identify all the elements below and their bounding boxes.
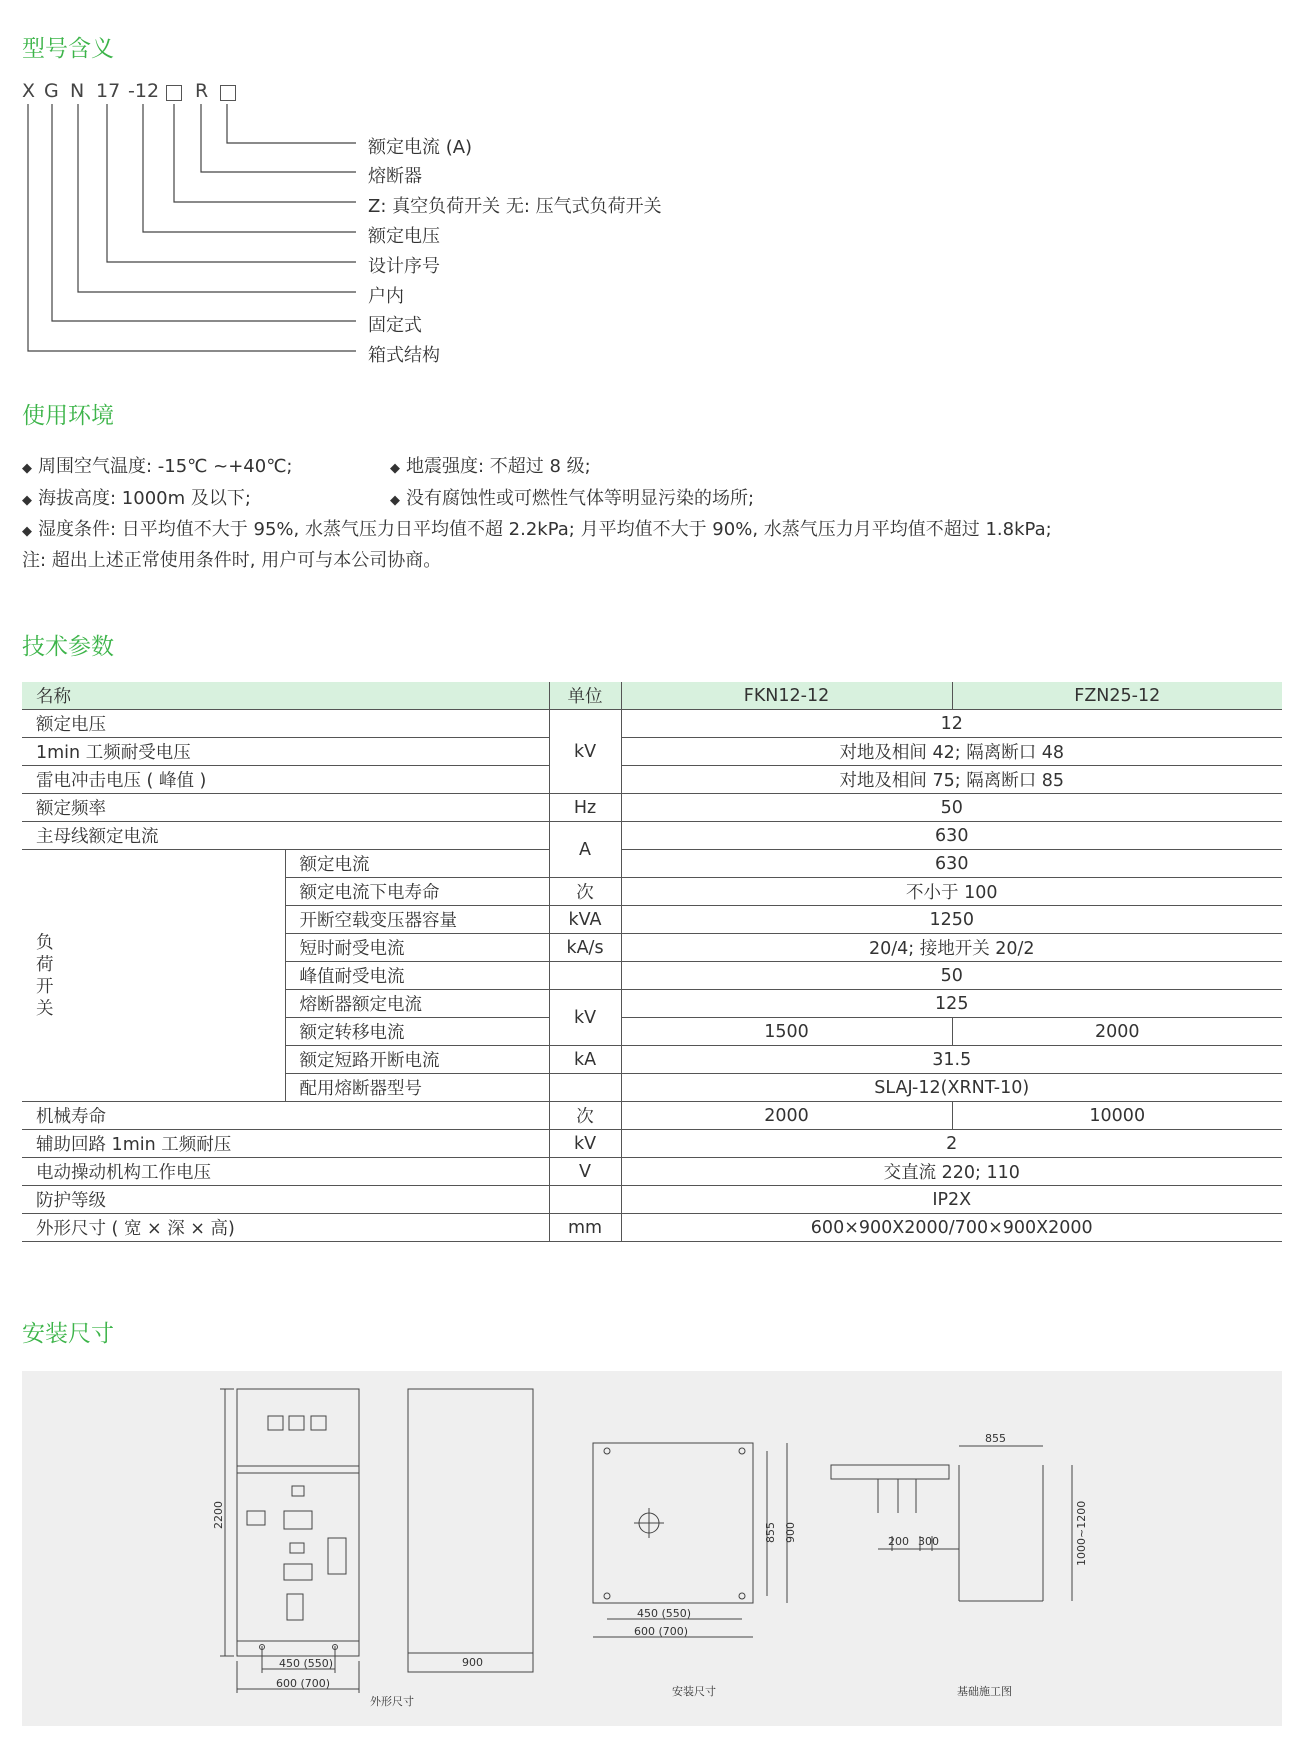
bullet-icon: ◆	[22, 461, 32, 476]
env-item: ◆ 湿度条件: 日平均值不大于 95%, 水蒸气压力日平均值不超 2.2kPa; 月平均值不大于 90%, 水蒸气压力月平均值不超过 1.8kPa;	[22, 519, 1052, 540]
table-row: 电动操动机构工作电压 V 交直流 220; 110	[22, 1158, 1282, 1186]
section-title-params: 技术参数	[22, 634, 114, 660]
section-title-install: 安装尺寸	[22, 1321, 114, 1347]
base-plan	[593, 1443, 753, 1603]
bullet-icon: ◆	[22, 524, 32, 539]
table-row: 峰值耐受电流 50	[22, 962, 1282, 990]
header-col2: FZN25-12	[952, 682, 1282, 710]
table-row: 机械寿命 次 2000 10000	[22, 1102, 1282, 1130]
dim-600b: 600 (700)	[634, 1625, 689, 1638]
model-label: 固定式	[368, 315, 422, 336]
foundation-slab	[831, 1465, 949, 1479]
header-name: 名称	[22, 682, 549, 710]
table-row: 1min 工频耐受电压 对地及相间 42; 隔离断口 48	[22, 738, 1282, 766]
caption-outline: 外形尺寸	[370, 1695, 414, 1708]
dim-900b: 900	[784, 1522, 797, 1543]
caption-install: 安装尺寸	[672, 1685, 716, 1698]
dim-855: 855	[764, 1522, 777, 1543]
installation-drawings	[22, 1371, 1282, 1726]
caption-foundation: 基础施工图	[957, 1685, 1012, 1698]
table-row: 开断空载变压器容量 kVA 1250	[22, 906, 1282, 934]
code-char: 17	[96, 80, 121, 102]
bullet-icon: ◆	[22, 493, 32, 508]
model-label: 额定电压	[368, 226, 440, 247]
header-col1: FKN12-12	[621, 682, 952, 710]
section-title-model: 型号含义	[22, 36, 114, 62]
dim-450: 450 (550)	[279, 1657, 334, 1670]
dim-855b: 855	[985, 1432, 1006, 1445]
model-label: Z: 真空负荷开关 无: 压气式负荷开关	[368, 196, 662, 217]
table-row: 熔断器额定电流 kV 125	[22, 990, 1282, 1018]
code-char: N	[70, 80, 85, 102]
table-row: 负 荷 开 关 额定电流 630	[22, 850, 1282, 878]
dim-600: 600 (700)	[276, 1677, 331, 1690]
code-char: R	[195, 80, 209, 102]
dim-2200: 2200	[212, 1501, 225, 1529]
table-row: 额定电压 kV 12	[22, 710, 1282, 738]
cabinet-side	[408, 1389, 533, 1672]
bullet-icon: ◆	[390, 493, 400, 508]
model-label: 设计序号	[368, 256, 440, 277]
table-row: 雷电冲击电压 ( 峰值 ) 对地及相间 75; 隔离断口 85	[22, 766, 1282, 794]
header-unit: 单位	[549, 682, 621, 710]
model-leader-lines	[0, 0, 400, 370]
code-char: G	[44, 80, 59, 102]
table-row: 额定电流下电寿命 次 不小于 100	[22, 878, 1282, 906]
dim-900: 900	[462, 1656, 483, 1669]
table-header	[22, 682, 1282, 710]
table-row: 防护等级 IP2X	[22, 1186, 1282, 1214]
model-label: 箱式结构	[368, 345, 440, 366]
params-table	[22, 682, 1282, 1242]
table-row: 主母线额定电流 A 630	[22, 822, 1282, 850]
code-char: -12	[128, 80, 160, 102]
table-row: 外形尺寸 ( 宽 × 深 × 高) mm 600×900X2000/700×900X2000	[22, 1214, 1282, 1242]
section-title-env: 使用环境	[22, 403, 114, 429]
code-char: X	[22, 80, 36, 102]
drawing-panel	[22, 1371, 1282, 1726]
model-label: 熔断器	[368, 166, 422, 187]
bullet-icon: ◆	[390, 461, 400, 476]
table-row: 额定短路开断电流 kA 31.5	[22, 1046, 1282, 1074]
dim-450b: 450 (550)	[637, 1607, 692, 1620]
table-row: 辅助回路 1min 工频耐压 kV 2	[22, 1130, 1282, 1158]
env-item: ◆ 没有腐蚀性或可燃性气体等明显污染的场所;	[390, 488, 755, 509]
table-row: 额定转移电流 1500 2000	[22, 1018, 1282, 1046]
env-item: ◆ 海拔高度: 1000m 及以下;	[22, 488, 251, 509]
cabinet-front	[237, 1389, 359, 1656]
env-item: ◆ 地震强度: 不超过 8 级;	[390, 456, 591, 477]
table-row: 额定频率 Hz 50	[22, 794, 1282, 822]
table-row: 配用熔断器型号 SLAJ-12(XRNT-10)	[22, 1074, 1282, 1102]
group-label: 负 荷 开 关	[22, 850, 285, 1102]
dim-1000-1200: 1000~1200	[1075, 1500, 1088, 1566]
model-label: 户内	[368, 286, 404, 307]
dim-300: 300	[918, 1535, 939, 1548]
table-row: 短时耐受电流 kA/s 20/4; 接地开关 20/2	[22, 934, 1282, 962]
dim-200: 200	[888, 1535, 909, 1548]
env-note: 注: 超出上述正常使用条件时, 用户可与本公司协商。	[22, 550, 442, 571]
env-item: ◆ 周围空气温度: -15℃ ~+40℃;	[22, 456, 293, 477]
model-label: 额定电流 (A)	[368, 137, 473, 158]
